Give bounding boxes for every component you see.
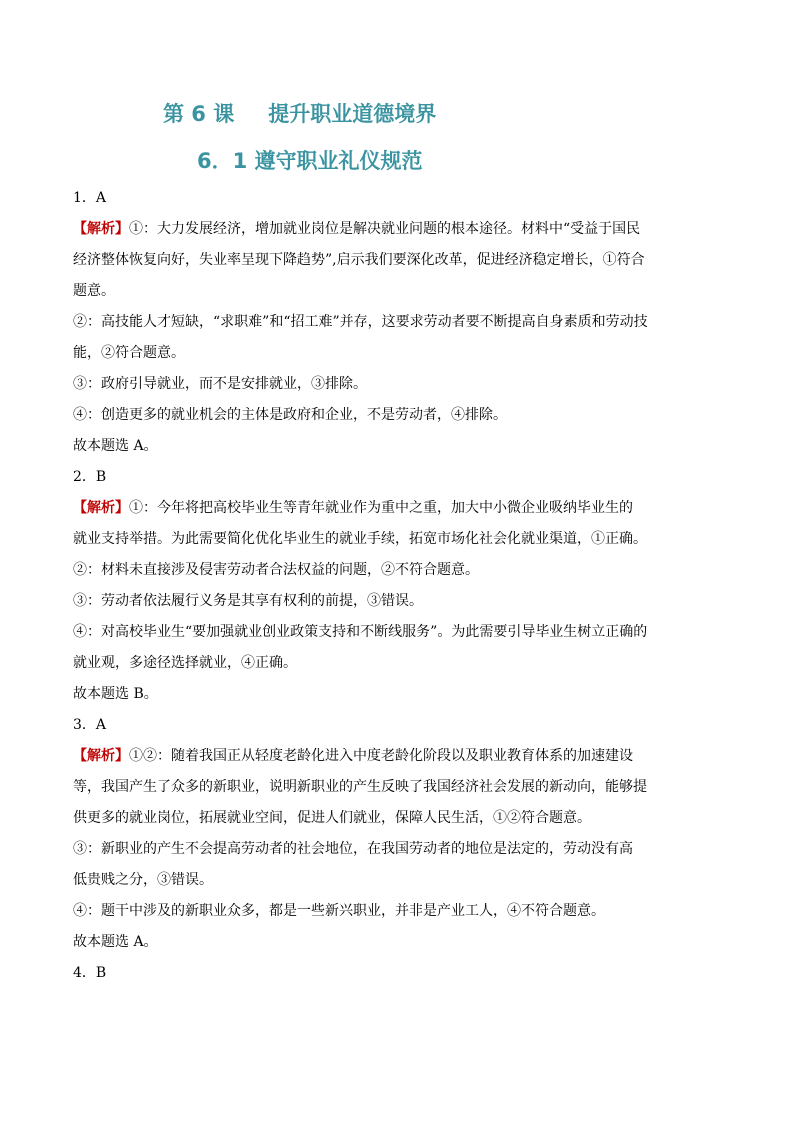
- analysis-line: [73, 214, 733, 245]
- section-title: 6．1 遵守职业礼仪规范: [197, 149, 423, 173]
- conclusion-line: 故本题选 A。: [73, 934, 158, 950]
- analysis-line: 等，我国产生了众多的新职业，说明新职业的产生反映了我国经济社会发展的新动向，能够提: [73, 779, 647, 795]
- analysis-line: ②：材料未直接涉及侵害劳动者合法权益的问题，②不符合题意。: [73, 562, 479, 578]
- analysis-text: ①：大力发展经济，增加就业岗位是解决就业问题的根本途径。材料中“受益于国民: [129, 221, 641, 237]
- analysis-line: ④：创造更多的就业机会的主体是政府和企业，不是劳动者，④排除。: [73, 407, 507, 423]
- analysis-line: 就业观，多途径选择就业，④正确。: [73, 655, 297, 671]
- analysis-tag: 【解析】: [73, 221, 129, 237]
- lesson-name: 提升职业道德境界: [268, 102, 437, 126]
- analysis-line: 低贵贱之分，③错误。: [73, 872, 213, 888]
- question-number: 3．A: [73, 717, 107, 733]
- analysis-line: [73, 493, 733, 524]
- analysis-line: 能，②符合题意。: [73, 345, 185, 361]
- lesson-number: 第 6 课: [163, 102, 235, 126]
- analysis-text: ①：今年将把高校毕业生等青年就业作为重中之重，加大中小微企业吸纳毕业生的: [129, 500, 633, 516]
- conclusion-line: 故本题选 B。: [73, 686, 158, 702]
- analysis-line: ③：劳动者依法履行义务是其享有权利的前提，③错误。: [73, 593, 423, 609]
- analysis-line: 供更多的就业岗位，拓展就业空间，促进人们就业，保障人民生活，①②符合题意。: [73, 810, 591, 826]
- analysis-line: ③：新职业的产生不会提高劳动者的社会地位，在我国劳动者的地位是法定的，劳动没有高: [73, 841, 633, 857]
- analysis-tag: 【解析】: [73, 748, 129, 764]
- conclusion-line: 故本题选 A。: [73, 438, 158, 454]
- analysis-text: ①②：随着我国正从轻度老龄化进入中度老龄化阶段以及职业教育体系的加速建设: [129, 748, 633, 764]
- analysis-line: [73, 741, 733, 772]
- analysis-line: 题意。: [73, 283, 115, 299]
- analysis-line: ④：对高校毕业生“要加强就业创业政策支持和不断线服务”。为此需要引导毕业生树立正确的: [73, 624, 648, 640]
- question-number: 4．B: [73, 965, 107, 981]
- analysis-line: 就业支持举措。为此需要简化优化毕业生的就业手续，拓宽市场化社会化就业渠道，①正确。: [73, 531, 647, 547]
- analysis-line: ③：政府引导就业，而不是安排就业，③排除。: [73, 376, 367, 392]
- analysis-tag: 【解析】: [73, 500, 129, 516]
- analysis-line: ④：题干中涉及的新职业众多，都是一些新兴职业，并非是产业工人，④不符合题意。: [73, 903, 605, 919]
- analysis-line: ②：高技能人才短缺，“求职难”和“招工难”并存，这要求劳动者要不断提高自身素质和劳动技: [73, 314, 648, 330]
- analysis-line: 经济整体恢复向好，失业率呈现下降趋势”,启示我们要深化改革，促进经济稳定增长，①符合: [73, 252, 645, 268]
- answer-content: [73, 183, 733, 989]
- lesson-title: [163, 98, 436, 128]
- question-number: 2．B: [73, 469, 107, 485]
- question-number: 1．A: [73, 190, 107, 206]
